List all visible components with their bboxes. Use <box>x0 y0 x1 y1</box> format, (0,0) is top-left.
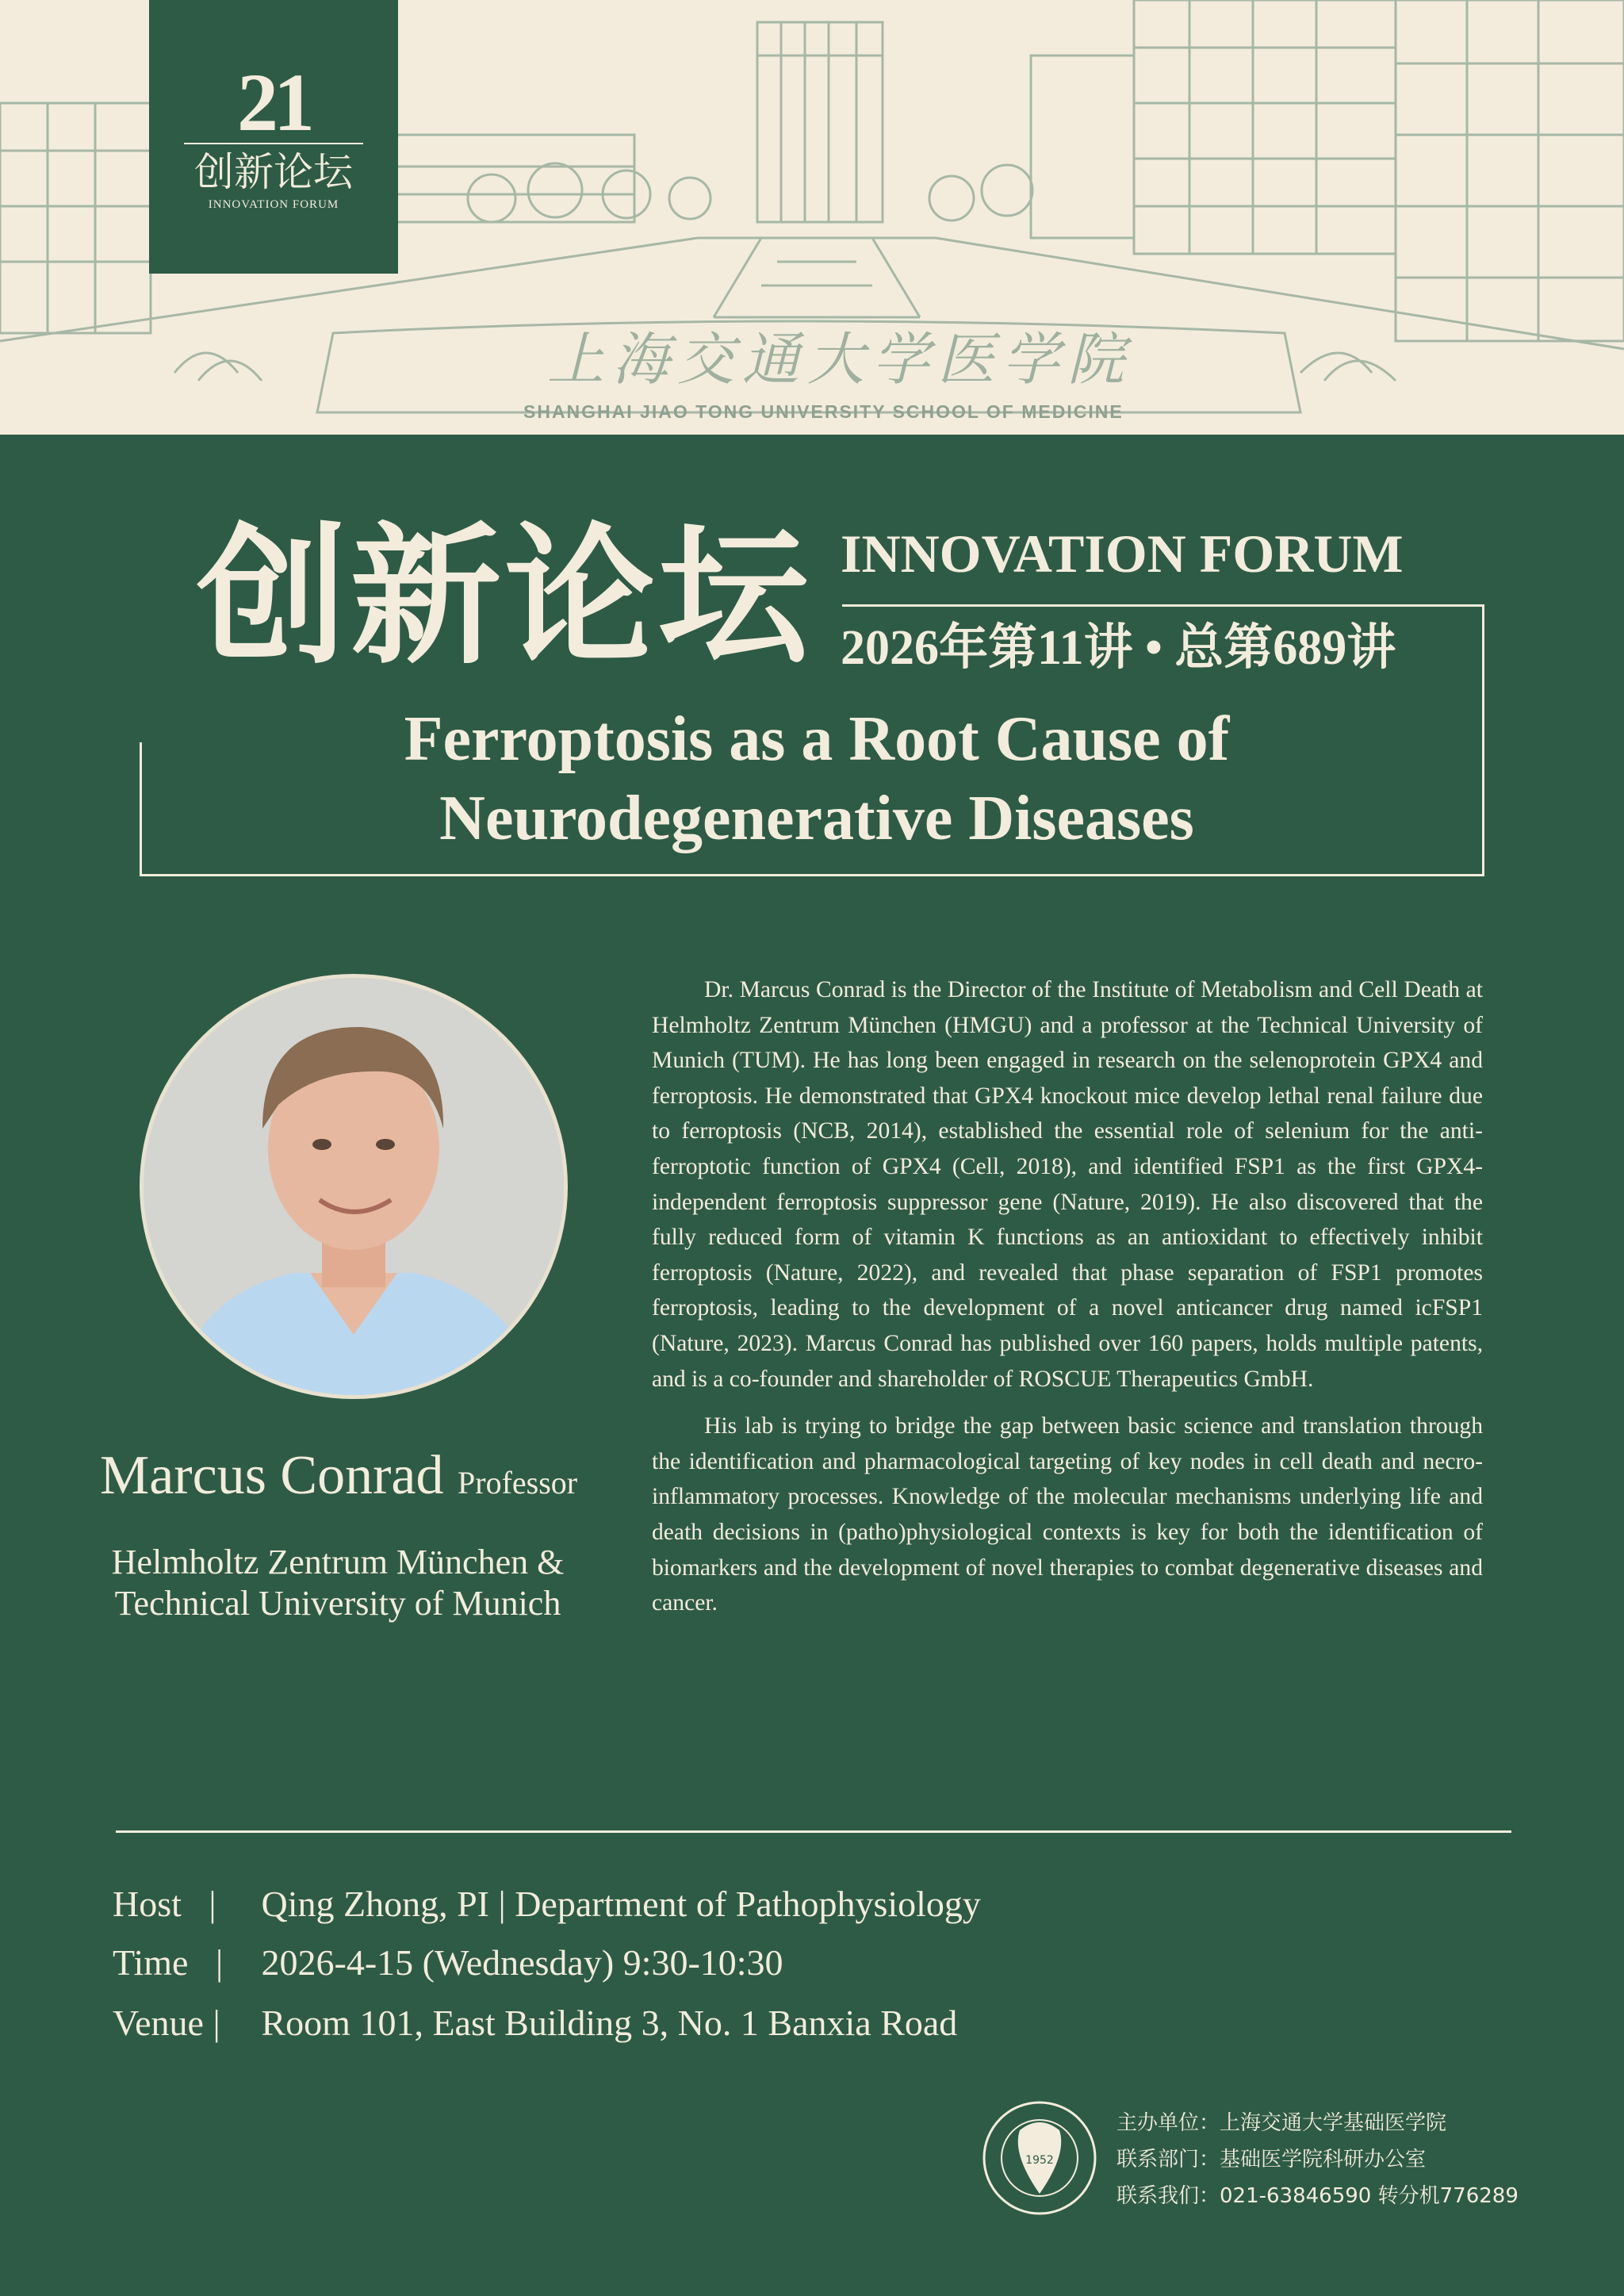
talk-title-line-2: Neurodegenerative Diseases <box>439 784 1194 853</box>
bio-paragraph-2: His lab is trying to bridge the gap between basic science and translation through the identification and pharmacological targeting of key nodes in cell death and necro-inflammatory processes. Knowledge of the molecular mechanisms underlying life and death decisions in (patho)physiological contexts is key for both the identification of biomarkers and the development of novel therapies to combat degenerative diseases and cancer. <box>652 1413 1483 1616</box>
title-frame-left <box>140 742 142 876</box>
host-value: Qing Zhong, PI | Department of Pathophysiology <box>261 1884 981 1924</box>
contact-info <box>1116 2105 1519 2214</box>
school-name-english: SHANGHAI JIAO TONG UNIVERSITY SCHOOL OF MEDICINE <box>523 401 1124 422</box>
bio-paragraph-1: Dr. Marcus Conrad is the Director of the Institute of Metabolism and Cell Death at Helmholtz Zentrum München (HMGU) and a professor at the Technical University of Munich (TUM). He has long been engaged in research on the selenoprotein GPX4 and ferroptosis. He demonstrated that GPX4 knockout mice develop lethal renal failure due to ferroptosis (NCB, 2014), established the essential role of selenium for the anti-ferroptotic function of GPX4 (Cell, 2018), and identified FSP1 as the first GPX4-independent ferroptosis suppressor gene (Nature, 2019). He also discovered that the fully reduced form of vitamin K functions as an antioxidant to effectively inhibit ferroptosis (Nature, 2022), and revealed that phase separation of FSP1 promotes ferroptosis, leading to the development of a novel anticancer drug named icFSP1 (Nature, 2023). Marcus Conrad has published over 160 papers, holds multiple patents, and is a co-founder and shareholder of ROSCUE Therapeutics GmbH. <box>652 977 1483 1392</box>
logo-number: 21 <box>237 57 310 148</box>
speaker-title: Professor <box>458 1465 578 1501</box>
speaker-affiliation <box>100 1542 576 1624</box>
affiliation-line-2: Technical University of Munich <box>114 1584 561 1623</box>
forum-title-en: INNOVATION FORUM <box>841 523 1404 584</box>
time-label: Time | <box>113 1942 224 1983</box>
affiliation-line-1: Helmholtz Zentrum München & <box>111 1543 565 1581</box>
talk-title-line-1: Ferroptosis as a Root Cause of <box>404 704 1230 774</box>
organizer-text: 主办单位：上海交通大学基础医学院 <box>1116 2111 1447 2135</box>
speaker-portrait-icon <box>144 978 564 1395</box>
venue-label: Venue | <box>113 2003 220 2043</box>
forum-logo <box>149 0 398 274</box>
school-name-calligraphy: 上海交通大学医学院 <box>547 328 1133 392</box>
svg-text:1952: 1952 <box>1025 2154 1054 2167</box>
venue-value: Room 101, East Building 3, No. 1 Banxia Road <box>261 2003 958 2043</box>
department-text: 联系部门：基础医学院科研办公室 <box>1116 2148 1427 2171</box>
time-value: 2026-4-15 (Wednesday) 9:30-10:30 <box>261 1942 783 1983</box>
header-banner <box>0 0 1624 435</box>
logo-divider <box>184 143 363 144</box>
speaker-photo <box>140 974 568 1399</box>
talk-title <box>214 700 1419 858</box>
college-seal-icon <box>980 2099 1099 2217</box>
forum-title-cn: 创新论坛 <box>197 516 813 682</box>
host-label: Host | <box>113 1884 216 1924</box>
logo-cn-text: 创新论坛 <box>194 150 353 194</box>
host-row <box>113 1886 981 1922</box>
time-row <box>113 1942 783 1983</box>
session-number: 2026年第11讲 • 总第689讲 <box>841 621 1396 675</box>
speaker-name-text: Marcus Conrad <box>100 1445 444 1506</box>
speaker-bio <box>652 972 1483 1621</box>
contact-text: 联系我们：021-63846590 转分机776289 <box>1116 2184 1519 2208</box>
section-divider <box>116 1830 1511 1833</box>
venue-row <box>113 2005 957 2041</box>
logo-en-text: INNOVATION FORUM <box>208 198 339 211</box>
speaker-name <box>100 1445 578 1506</box>
